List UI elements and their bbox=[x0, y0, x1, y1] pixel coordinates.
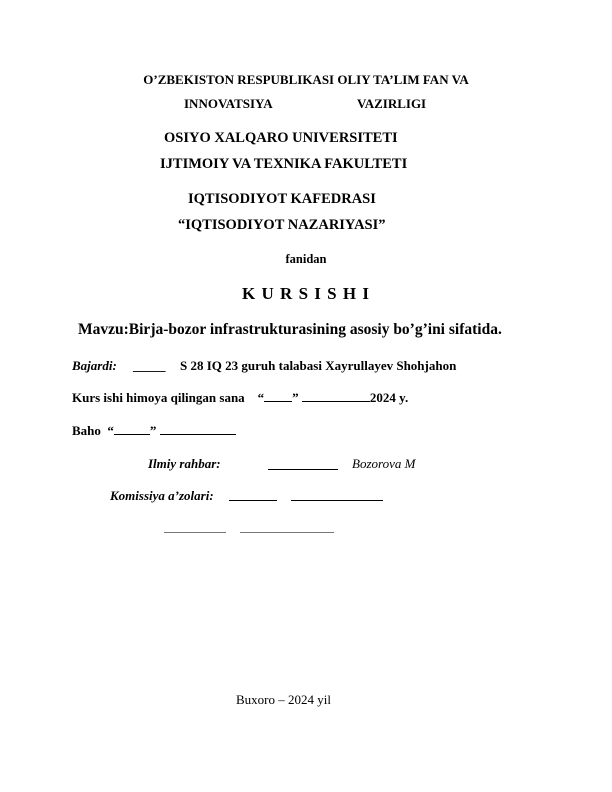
commission-label: Komissiya a’zolari: bbox=[110, 488, 214, 503]
faculty-name: IJTIMOIY VA TEXNIKA FAKULTETI bbox=[160, 156, 408, 172]
defense-year: 2024 y. bbox=[369, 390, 409, 405]
commission-name-line-2 bbox=[240, 532, 334, 533]
grade-line bbox=[72, 423, 236, 439]
ministry-line-1: O’ZBEKISTON RESPUBLIKASI OLIY TA’LIM FAN VA bbox=[143, 72, 469, 87]
defense-month-blank bbox=[302, 401, 370, 402]
document-title: K U R S I S H I bbox=[242, 284, 370, 303]
footer-city-year: Buxoro – 2024 yil bbox=[236, 692, 331, 707]
fanidan-label: fanidan bbox=[285, 252, 327, 266]
supervisor-name: Bozorova M bbox=[352, 456, 416, 471]
university-name: OSIYO XALQARO UNIVERSITETI bbox=[164, 130, 398, 146]
department-name: IQTISODIYOT KAFEDRASI bbox=[188, 191, 376, 207]
supervisor-signature-line bbox=[268, 469, 338, 470]
topic-line: Mavzu:Birja-bozor infrastrukturasining asosiy bo’g’ini sifatida. bbox=[78, 321, 502, 338]
bajardi-label: Bajardi: bbox=[72, 358, 117, 373]
defense-label: Kurs ishi himoya qilingan sana bbox=[72, 390, 245, 405]
grade-word-blank bbox=[160, 434, 236, 435]
defense-day-blank bbox=[264, 401, 292, 402]
grade-label: Baho bbox=[72, 423, 101, 438]
supervisor-label: Ilmiy rahbar: bbox=[148, 456, 221, 471]
commission-signature-line-2 bbox=[164, 532, 226, 533]
bajardi-blank: _____ bbox=[133, 358, 166, 373]
grade-open-quote: “ bbox=[107, 423, 114, 438]
defense-date-line bbox=[72, 390, 408, 406]
grade-number-blank bbox=[114, 434, 150, 435]
defense-close-quote: ” bbox=[292, 390, 299, 405]
defense-open-quote: “ bbox=[257, 390, 265, 405]
ministry-line-2a: INNOVATSIYA bbox=[184, 96, 273, 111]
subject-name: “IQTISODIYOT NAZARIYASI” bbox=[178, 217, 386, 233]
bajardi-value: S 28 IQ 23 guruh talabasi Xayrullayev Shohjahon bbox=[180, 358, 457, 373]
commission-signature-line-1 bbox=[229, 500, 277, 501]
grade-close-quote: ” bbox=[149, 423, 157, 438]
commission-name-line-1 bbox=[291, 500, 383, 501]
ministry-line-2b: VAZIRLIGI bbox=[357, 96, 427, 111]
